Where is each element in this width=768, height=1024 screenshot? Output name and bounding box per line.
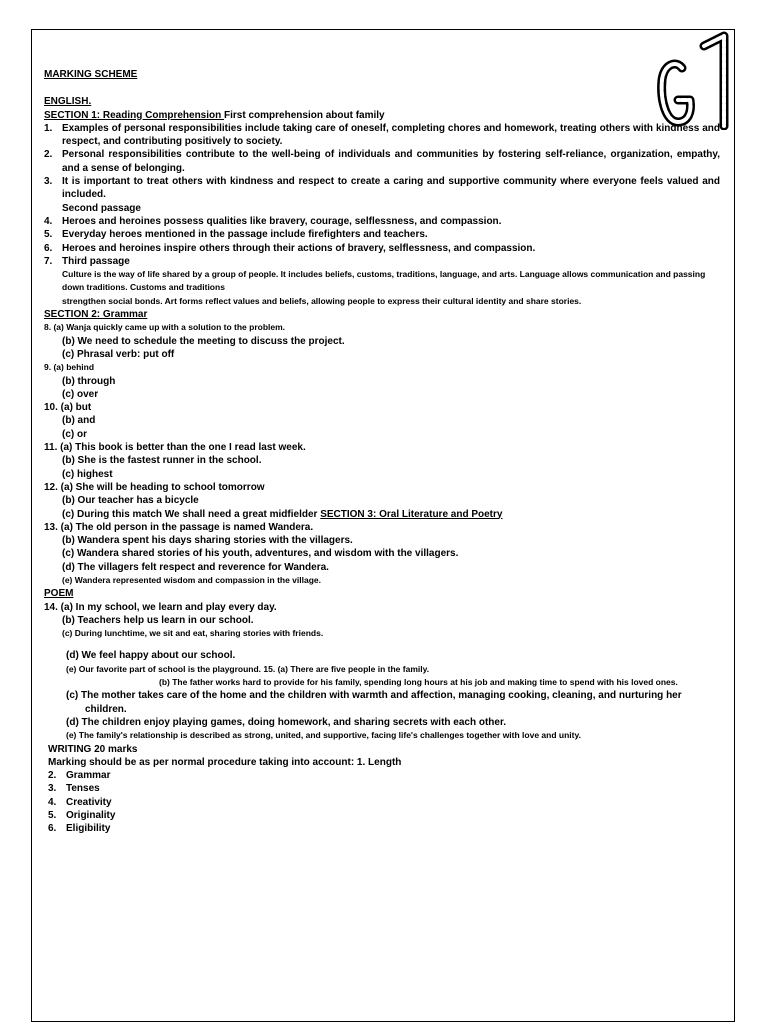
section1-intro: First comprehension about family (224, 109, 385, 121)
q14d: (d) We feel happy about our school. (66, 650, 236, 662)
q15c-wrap (44, 689, 720, 716)
q15c: (c) The mother takes care of the home and the children with warmth and affection, managing cooking, cleaning, and nurturing her children. (66, 690, 682, 715)
document-title: MARKING SCHEME (44, 69, 138, 80)
writing-criterion: 4. Creativity (48, 796, 112, 808)
q9b: (b) through (62, 375, 116, 387)
section2-heading: SECTION 2: Grammar (44, 309, 148, 321)
list-item-q1: 1. Examples of personal responsibilities include taking care of oneself, completing chores and homework, treating others with kindness and respect, and contributing positively to society. (44, 122, 720, 148)
list-item-q6: 6. Heroes and heroines inspire others through their actions of bravery, selflessness, and compassion. (44, 242, 536, 254)
q12c-line (44, 508, 720, 521)
q13a: 13. (a) The old person in the passage is named Wandera. (44, 521, 314, 533)
q11b: (b) She is the fastest runner in the school. (62, 455, 262, 467)
second-passage-label: Second passage (62, 202, 141, 214)
q8c: (c) Phrasal verb: put off (62, 348, 175, 360)
writing-criterion: 2. Grammar (48, 770, 111, 782)
writing-criterion: 6. Eligibility (48, 823, 111, 835)
writing-heading: WRITING 20 marks (48, 743, 138, 755)
marking-scheme-content (44, 68, 720, 836)
q9c: (c) over (62, 388, 99, 400)
q14c: (c) During lunchtime, we sit and eat, sharing stories with friends. (62, 628, 324, 639)
q8a: 8. (a) Wanja quickly came up with a solution to the problem. (44, 322, 286, 333)
list-item-q7: 7. Third passage (44, 255, 130, 267)
q10a: 10. (a) but (44, 402, 92, 414)
q12c: (c) During this match We shall need a great midfielder (62, 508, 321, 520)
list-item-q3: 3. It is important to treat others with kindness and respect to create a caring and supportive community where everyone feels valued and included. (44, 176, 720, 201)
q14e: (e) Our favorite part of school is the playground. 15. (a) There are five people in the family. (66, 663, 430, 674)
q10c: (c) or (62, 428, 87, 440)
q12a: 12. (a) She will be heading to school tomorrow (44, 481, 265, 493)
list-item-q4: 4. Heroes and heroines possess qualities like bravery, courage, selflessness, and compassion. (44, 215, 502, 227)
q15d: (d) The children enjoy playing games, doing homework, and sharing secrets with each other. (66, 716, 507, 728)
q7-answer-line1: Culture is the way of life shared by a group of people. It includes beliefs, customs, traditions, language, and arts. Language allows communication and passing down traditions. Customs and traditions (62, 269, 706, 293)
writing-criterion: 3. Tenses (48, 783, 100, 795)
list-item-q5: 5. Everyday heroes mentioned in the passage include firefighters and teachers. (44, 229, 428, 241)
q15e: (e) The family's relationship is described as strong, united, and supportive, facing life's challenges together with love and unity. (66, 730, 581, 741)
q8b: (b) We need to schedule the meeting to discuss the project. (62, 335, 345, 347)
q14a: 14. (a) In my school, we learn and play every day. (44, 601, 277, 613)
subject-heading: ENGLISH. (44, 96, 92, 108)
q12b: (b) Our teacher has a bicycle (62, 495, 199, 507)
q13d: (d) The villagers felt respect and reverence for Wandera. (62, 561, 329, 573)
writing-intro: Marking should be as per normal procedure taking into account: 1. Length (48, 756, 402, 768)
list-item-q2: 2. Personal responsibilities contribute to the well-being of individuals and communities by fostering self-reliance, organization, empathy, and a sense of belonging. (44, 149, 720, 174)
q15b: (b) The father works hard to provide for his family, spending long hours at his job and making time to spend with his loved ones. (159, 677, 678, 688)
q13e: (e) Wandera represented wisdom and compassion in the village. (62, 574, 321, 585)
section3-heading: SECTION 3: Oral Literature and Poetry (320, 508, 503, 520)
q13b: (b) Wandera spent his days sharing stories with the villagers. (62, 535, 353, 547)
writing-criterion: 5. Originality (48, 810, 116, 822)
section1-heading-line (44, 109, 720, 122)
q11c: (c) highest (62, 468, 113, 480)
q14b: (b) Teachers help us learn in our school. (62, 614, 254, 626)
q13c: (c) Wandera shared stories of his youth, adventures, and wisdom with the villagers. (62, 548, 459, 560)
poem-heading: POEM (44, 588, 74, 600)
q7-answer-line2: strengthen social bonds. Art forms reflect values and beliefs, allowing people to express their cultural identity and share stories. (62, 295, 582, 306)
section1-heading: SECTION 1: Reading Comprehension (44, 109, 225, 121)
q9a: 9. (a) behind (44, 362, 95, 373)
q11a: 11. (a) This book is better than the one I read last week. (44, 442, 306, 454)
q10b: (b) and (62, 415, 96, 427)
